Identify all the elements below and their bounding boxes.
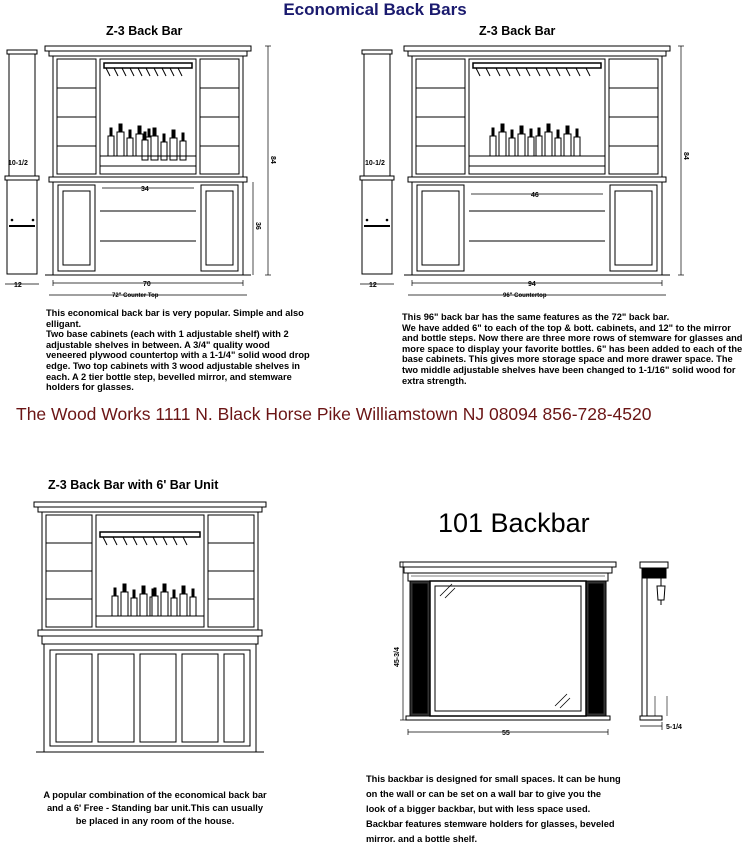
side-label: 10-1/2	[8, 160, 28, 167]
z3-back-bar-title: Z-3 Back Bar	[106, 24, 183, 38]
counter-width-label-96: 46	[531, 192, 539, 199]
description-line: This backbar is designed for small spaces. It can be hung	[366, 774, 621, 784]
depth-label: 12	[14, 282, 22, 289]
description-line: We have added 6" to each of the top & bott. cabinets, and 12" to the mirror and bottle steps. Now there are three more rows of stemware for glasses and more space to display your favorite bottles. 6" has been added to each of the base cabinets. This gives more storage space and more drawer space. The two middle adjustable shelves have been changed to 1-1/16" solid wood for extra strength.	[402, 322, 743, 386]
height-label-101: 45-3/4	[394, 647, 401, 667]
description-line: look of a bigger backbar, but with less space used.	[366, 804, 591, 814]
company-address: The Wood Works 1111 N. Black Horse Pike Williamstown NJ 08094 856-728-4520	[16, 404, 652, 424]
description-line: be placed in any room of the house.	[75, 816, 235, 826]
overall-width-label-96: 94	[528, 281, 536, 288]
dimension-labels-101	[394, 647, 682, 737]
depth-label-101: 5-1/4	[666, 724, 682, 731]
overall-width-label: 70	[143, 281, 151, 288]
page-title: Economical Back Bars	[283, 0, 467, 19]
z3-back-bar-96-title: Z-3 Back Bar	[479, 24, 556, 38]
z3-back-bar-96-description	[402, 312, 750, 386]
counter-top-label-96: 96" Countertop	[503, 293, 547, 299]
description-line: Two base cabinets (each with 1 adjustable shelf) with 2 adjustable shelves in between. A 3/4" quality wood veneered plywood countertop with a 1-1/4" solid wood drop edge. Two top cabinets with 3 wood adjustable shelves in each. A 2 tier bottle step, bevelled mirror, and stemware holders for glasses.	[46, 329, 310, 393]
description-line: This 96" back bar has the same features as the 72" back bar.	[402, 312, 670, 322]
description-line: on the wall or can be set on a wall bar to give you the	[366, 789, 602, 799]
height-label-96: 84	[682, 152, 689, 160]
z3-back-bar-drawing	[5, 46, 271, 295]
description-line: mirror. and a bottle shelf.	[366, 834, 478, 844]
description-line: and a 6' Free - Standing bar unit.This can usually	[46, 803, 264, 813]
backbar-101-drawing	[400, 562, 668, 735]
z3-back-bar-96-drawing	[360, 46, 684, 295]
side-label-96: 10-1/2	[365, 160, 385, 167]
description-line: A popular combination of the economical back bar	[43, 790, 267, 800]
counter-top-label: 72" Counter Top	[112, 293, 159, 299]
dimension-lines-96	[360, 46, 684, 295]
description-line: This economical back bar is very popular. Simple and also elligant.	[46, 308, 304, 329]
depth-label-96: 12	[369, 282, 377, 289]
z3-bar-unit-drawing	[34, 502, 266, 752]
front-view-96	[404, 46, 670, 275]
backbar-101-title: 101 Backbar	[438, 508, 590, 538]
z3-bar-unit-title: Z-3 Back Bar with 6' Bar Unit	[48, 478, 219, 492]
counter-width-label: 34	[141, 186, 149, 193]
z3-back-bar-description	[46, 308, 310, 393]
backbar-101-description	[366, 772, 666, 847]
front-view-72	[45, 46, 251, 275]
height-label: 84	[269, 156, 276, 164]
dimension-lines-72	[5, 46, 271, 295]
z3-bar-unit-description	[30, 789, 280, 828]
description-line: Backbar features stemware holders for glasses, beveled	[366, 819, 615, 829]
width-label-101: 55	[502, 730, 510, 737]
base-height-label: 36	[254, 222, 261, 230]
